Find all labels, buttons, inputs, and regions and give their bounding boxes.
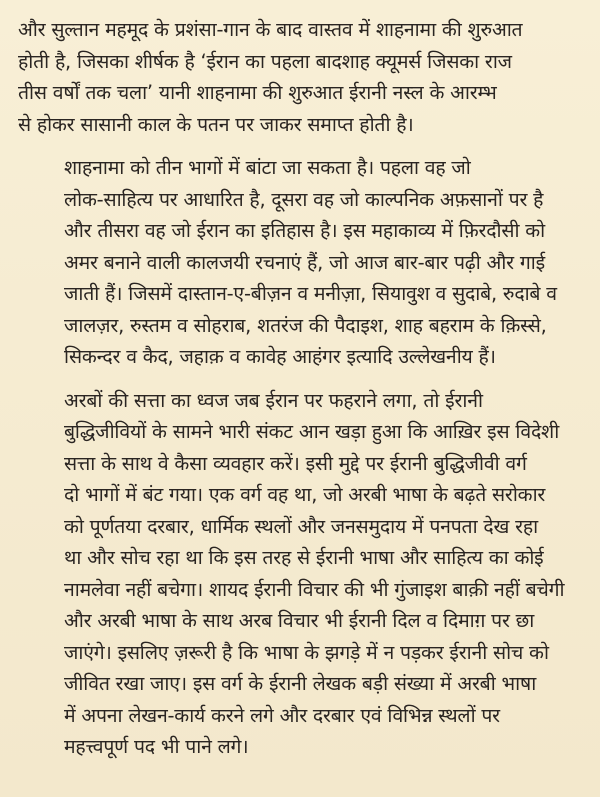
- text-line: और अरबी भाषा के साथ अरब विचार भी ईरानी दिल व दिमाग़ पर छा: [64, 609, 535, 632]
- text-line: तीस वर्षों तक चला’ यानी शाहनामा की शुरुआत ईरानी नस्ल के आरम्भ: [18, 81, 497, 104]
- text-line: बुद्धिजीवियों के सामने भारी संकट आन खड़ा हुआ कि आख़िर इस विदेशी: [64, 420, 560, 443]
- text-line: और सुल्तान महमूद के प्रशंसा-गान के बाद वास्तव में शाहनामा की शुरुआत: [18, 18, 523, 41]
- text-line: नामलेवा नहीं बचेगा। शायद ईरानी विचार की भी गुंजाइश बाक़ी नहीं बचेगी: [64, 577, 565, 601]
- text-line: जालज़र, रुस्तम व सोहराब, शतरंज की पैदाइश, शाह बहराम के क़िस्से,: [64, 313, 547, 337]
- text-line: से होकर सासानी काल के पतन पर जाकर समाप्त होती है।: [18, 112, 414, 136]
- text-line: जाती हैं। जिसमें दास्तान-ए-बीज़न व मनीज़ा, सियावुश व सुदाबे, रुदाबे व: [64, 282, 557, 305]
- text-line: जीवित रखा जाए। इस वर्ग के ईरानी लेखक बड़ी संख्या में अरबी भाषा: [64, 672, 537, 695]
- text-line: था और सोच रहा था कि इस तरह से ईरानी भाषा और साहित्य का कोई: [64, 546, 544, 569]
- text-line: होती है, जिसका शीर्षक है ‘ईरान का पहला बादशाह क्यूमर्स जिसका राज: [18, 49, 512, 73]
- text-line: सत्ता के साथ वे कैसा व्यवहार करें। इसी मुद्दे पर ईरानी बुद्धिजीवी वर्ग: [64, 451, 527, 475]
- text-line: सिकन्दर व कैद, जहाक़ व कावेह आहंगर इत्यादि उल्लेखनीय हैं।: [64, 345, 496, 368]
- text-line: अरबों की सत्ता का ध्वज जब ईरान पर फहराने लगा, तो ईरानी: [64, 388, 483, 412]
- paragraph-3: [18, 385, 586, 763]
- text-line: दो भागों में बंट गया। एक वर्ग वह था, जो अरबी भाषा के बढ़ते सरोकार: [64, 483, 546, 506]
- paragraph-2: [18, 152, 586, 373]
- text-line: में अपना लेखन-कार्य करने लगे और दरबार एवं विभिन्न स्थलों पर: [64, 703, 500, 727]
- text-line: को पूर्णतया दरबार, धार्मिक स्थलों और जनसमुदाय में पनपता देख रहा: [64, 514, 538, 538]
- text-line: महत्त्वपूर्ण पद भी पाने लगे।: [64, 735, 249, 758]
- paragraph-1: [18, 14, 586, 140]
- text-line: और तीसरा वह जो ईरान का इतिहास है। इस महाकाव्य में फ़िरदौसी को: [64, 219, 545, 242]
- text-line: जाएंगे। इसलिए ज़रूरी है कि भाषा के झगड़े में न पड़कर ईरानी सोच को: [64, 640, 549, 664]
- text-line: लोक-साहित्य पर आधारित है, दूसरा वह जो काल्पनिक अफ़सानों पर है: [64, 187, 544, 211]
- text-line: शाहनामा को तीन भागों में बांटा जा सकता है। पहला वह जो: [64, 156, 471, 179]
- text-line: अमर बनाने वाली कालजयी रचनाएं हैं, जो आज बार-बार पढ़ी और गाई: [64, 250, 545, 274]
